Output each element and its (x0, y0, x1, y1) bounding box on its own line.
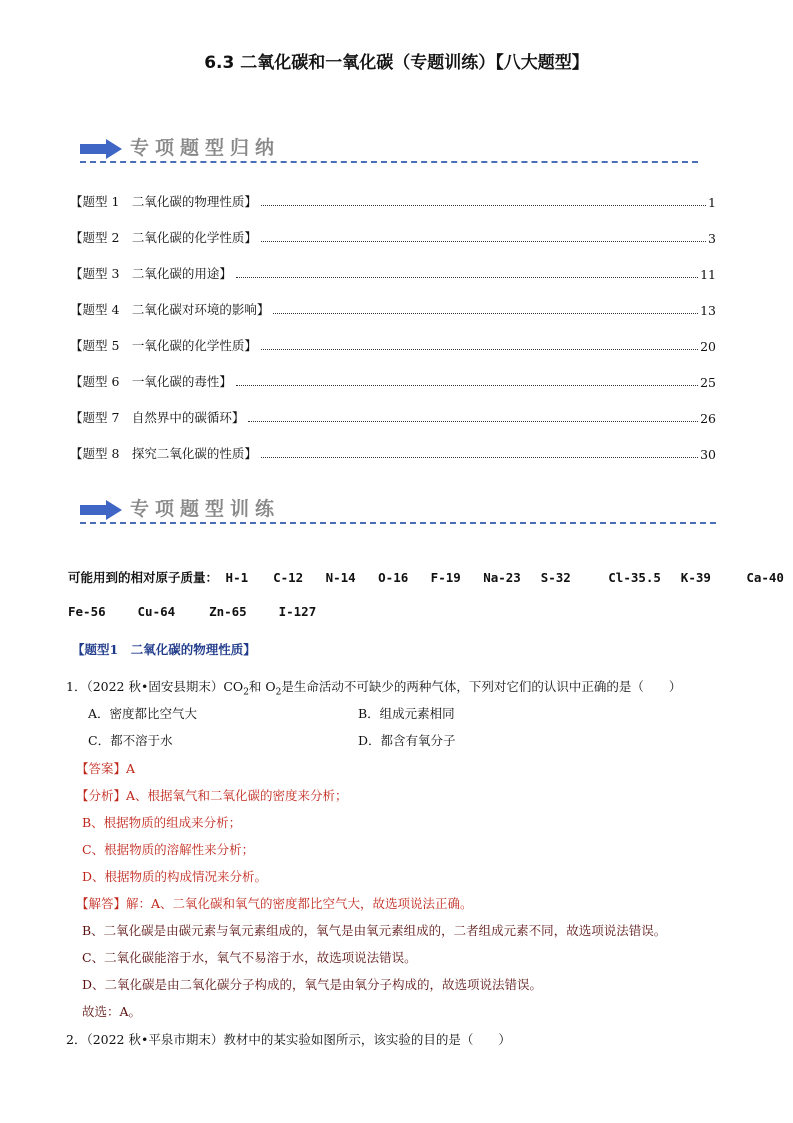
question-2-stem: 2．（2022 秋•平泉市期末）教材中的某实验如图所示，该实验的目的是（ ） (66, 1032, 511, 1047)
banner-title: 专项题型训练 (130, 498, 281, 520)
option-b[interactable]: B．组成元素相同 (358, 706, 455, 721)
solution-line: 故选：A。 (82, 1004, 142, 1019)
page-title: 6.3 二氧化碳和一氧化碳（专题训练）【八大题型】 (204, 53, 589, 73)
option-d[interactable]: D．都含有氧分子 (358, 733, 456, 748)
arrow-icon (80, 139, 122, 159)
toc-item[interactable]: 【题型 7 自然界中的碳循环】 26 (70, 410, 716, 426)
toc-item[interactable]: 【题型 8 探究二氧化碳的性质】 30 (70, 446, 716, 462)
solution-line: C、二氧化碳能溶于水，氧气不易溶于水，故选项说法错误。 (82, 950, 417, 965)
analysis-line: D、根据物质的构成情况来分析。 (82, 869, 268, 884)
toc-item[interactable]: 【题型 5 一氧化碳的化学性质】 20 (70, 338, 716, 354)
atomic-mass-line-1: 可能用到的相对原子质量： H-1 C-12 N-14 O-16 F-19 Na-23 S-32 Cl-35.5 K-39 Ca-40 (68, 570, 784, 585)
toc-item[interactable]: 【题型 4 二氧化碳对环境的影响】 13 (70, 302, 716, 318)
analysis-line: C、根据物质的溶解性来分析； (82, 842, 255, 857)
toc-item[interactable]: 【题型 1 二氧化碳的物理性质】 1 (70, 194, 716, 210)
toc-item[interactable]: 【题型 2 二氧化碳的化学性质】 3 (70, 230, 716, 246)
toc-item[interactable]: 【题型 3 二氧化碳的用途】 11 (70, 266, 716, 282)
arrow-icon (80, 500, 122, 520)
answer: 【答案】A (76, 761, 136, 776)
analysis-line: 【分析】A、根据氧气和二氧化碳的密度来分析； (76, 788, 348, 803)
dashed-divider (80, 161, 698, 163)
section-heading: 【题型1 二氧化碳的物理性质】 (72, 642, 256, 657)
dashed-divider (80, 522, 716, 524)
solution-line: B、二氧化碳是由碳元素与氧元素组成的，氧气是由氧元素组成的，二者组成元素不同，故选项说法错误。 (82, 923, 667, 938)
toc-item[interactable]: 【题型 6 一氧化碳的毒性】 25 (70, 374, 716, 390)
solution-line: D、二氧化碳是由二氧化碳分子构成的，氧气是由氧分子构成的，故选项说法错误。 (82, 977, 543, 992)
analysis-line: B、根据物质的组成来分析； (82, 815, 242, 830)
banner-title: 专项题型归纳 (130, 137, 281, 159)
section-banner-summary (80, 133, 700, 163)
option-c[interactable]: C．都不溶于水 (88, 733, 173, 748)
question-1-stem: 1．（2022 秋•固安县期末）$CO_2$和 $O_2$是生命活动不可缺少的两种气体，下列对它们的认识中正确的是（ ） (66, 679, 682, 698)
option-a[interactable]: A．密度都比空气大 (88, 706, 198, 721)
solution-line: 【解答】解：A、二氧化碳和氧气的密度都比空气大，故选项说法正确。 (76, 896, 473, 911)
section-banner-training (80, 494, 720, 524)
atomic-mass-line-2: Fe-56 Cu-64 Zn-65 I-127 (68, 604, 317, 619)
